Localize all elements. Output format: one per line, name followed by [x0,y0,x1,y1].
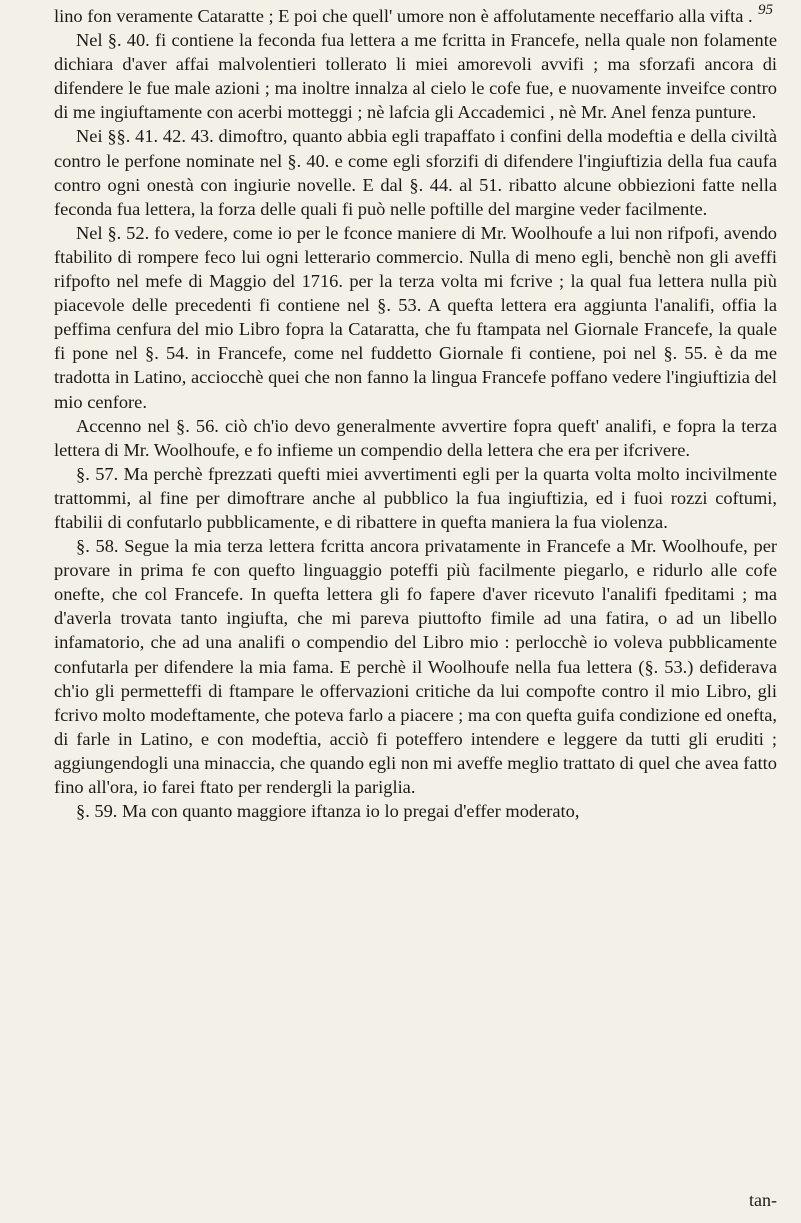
page-number: 95 [758,2,773,18]
paragraph-6: §. 57. Ma perchè fprezzati quefti miei avvertimenti egli per la quarta volta molto incivilmente trattommi, al fine per dimoftrare anche al pubblico la fua ingiuftizia, ed i fuoi rozzi coftumi, ftabilii di confutarlo pubblicamente, e di ribattere in quefta maniera la fua violenza. [54,463,777,532]
paragraph-7: §. 58. Segue la mia terza lettera fcritta ancora privatamente in Francefe a Mr. Woolhoufe, per provare in prima fe con quefto linguaggio poteffi più facilmente piegarlo, e ridurlo alle cofe onefte, che col Francefe. In quefta lettera gli fo fapere d'aver ricevuto l'analifi fpeditami ; ma d'averla trovata tanto ingiufta, che mi pareva piuttofto fimile ad una fatira, o ad un libello infamatorio, che ad una analifi o compendio del Libro mio : perlocchè io voleva pubblicamente confutarla per difendere la mia fama. E perchè il Woolhoufe nella fua lettera (§. 53.) defiderava ch'io gli permetteffi di ftampare le offervazioni critiche da lui compofte contro il mio Libro, gli fcrivo molto modeftamente, che poteva farlo a piacere ; ma con quefta guifa condizione ed onefta, di farle in Latino, e con modeftia, acciò fi poteffero intendere e leggere da tutti gli eruditi ; aggiungendogli una minaccia, che quando egli non mi aveffe meglio trattato di quel che avea fatto fino all'ora, io farei ftato per rendergli la pariglia. [54,536,777,797]
paragraph-3: Nei §§. 41. 42. 43. dimoftro, quanto abbia egli trapaffato i confini della modeftia e della civiltà contro le perfone nominate nel §. 40. e come egli sforzifi di difendere l'ingiuftizia della fua caufa contro ogni onestà con ingiurie novelle. E dal §. 44. al 51. ribatto alcune obbiezioni fatte nella feconda fua lettera, la forza delle quali fi può nelle poftille del margine veder facilmente. [54,126,777,219]
body-text [54,4,777,823]
paragraph-2: Nel §. 40. fi contiene la feconda fua lettera a me fcritta in Francefe, nella quale non folamente dichiara d'aver affai malvolentieri tollerato li miei amorevoli avvifi ; ma sforzafi ancora di difendere le fue male azioni ; ma inoltre innalza al cielo le cofe fue, e nuovamente inveifce contro di me ingiuftamente con acerbi motteggi ; nè lafcia gli Accademici , nè Mr. Anel fenza punture. [54,30,777,123]
paragraph-4: Nel §. 52. fo vedere, come io per le fconce maniere di Mr. Woolhoufe a lui non rifpofi, avendo ftabilito di rompere feco lui ogni letterario commercio. Nulla di meno egli, benchè non gli aveffi rifpofto nel mefe di Maggio del 1716. per la terza volta mi fcrive ; la qual fua lettera nulla più piacevole delle precedenti fi contiene nel §. 53. A quefta lettera era aggiunta l'analifi, offia la peffima cenfura del mio Libro fopra la Cataratta, che fu ftampata nel Giornale Francefe, la quale fi pone nel §. 54. in Francefe, come nel fuddetto Giornale fi contiene, poi nel §. 55. è da me tradotta in Latino, acciocchè quei che non fanno la lingua Francefe poffano vedere l'ingiuftizia del mio cenfore. [54,222,777,412]
paragraph-8: §. 59. Ma con quanto maggiore iftanza io lo pregai d'effer moderato, [76,801,580,822]
catchword: tan- [749,1190,777,1210]
paragraph-1: lino fon veramente Cataratte ; E poi che quell' umore non è affolutamente neceffario alla vifta . [54,6,753,26]
paragraph-5: Accenno nel §. 56. ciò ch'io devo generalmente avvertire fopra queft' analifi, e fopra la terza lettera di Mr. Woolhoufe, e fo infieme un compendio della lettera che era per ifcrivere. [54,415,777,460]
